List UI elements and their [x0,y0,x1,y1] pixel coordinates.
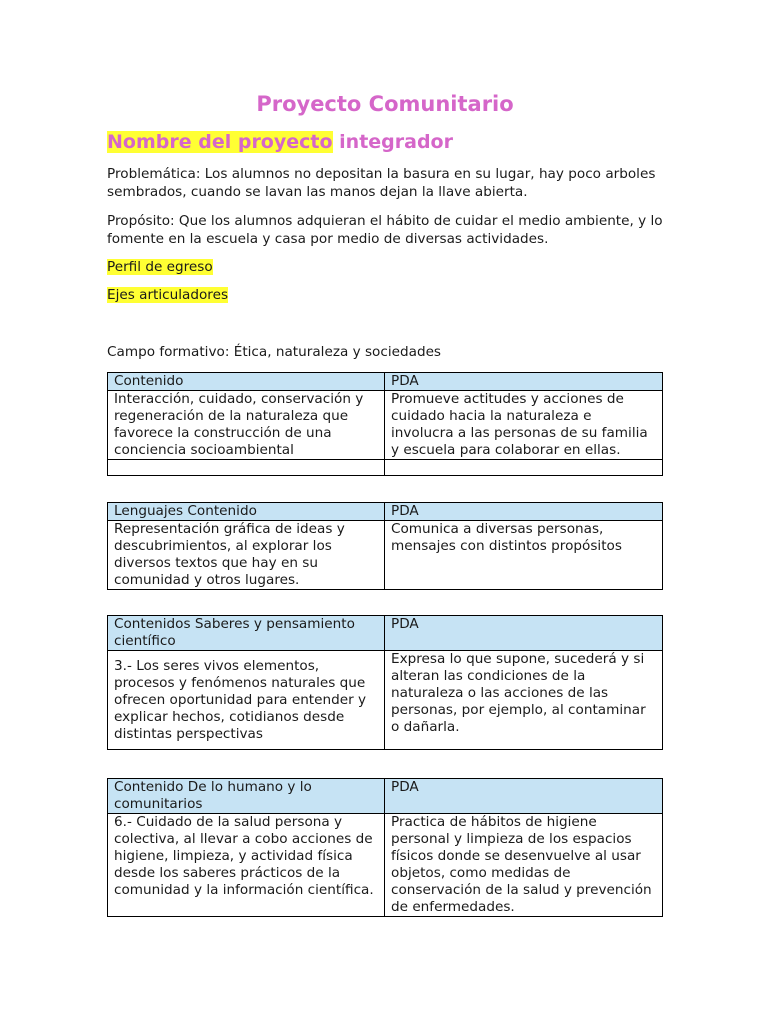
problem-statement: Problemática: Los alumnos no depositan la basura en su lugar, hay poco arboles sembrados, cuando se lavan las manos dejan la llave abierta. [107,166,656,200]
table-header-row [108,616,663,651]
table-cell [108,460,385,476]
content-table-2 [107,502,663,590]
table-header-cell: Contenido De lo humano y lo comunitarios [108,779,385,814]
table-header-cell: PDA [385,373,663,391]
table-cell: 3.- Los seres vivos elementos, procesos y fenómenos naturales que ofrecen oportunidad para entender y explicar hechos, cotidianos desde distintas perspectivas [108,651,385,750]
table-header-row [108,503,663,521]
table-header-row [108,779,663,814]
table-cell: Representación gráfica de ideas y descubrimientos, al explorar los diversos textos que hay en su comunidad y otros lugares. [108,521,385,590]
content-table-3 [107,615,663,750]
axes-label [107,286,663,304]
table-header-cell: Contenido [108,373,385,391]
purpose-statement: Propósito: Que los alumnos adquieran el hábito de cuidar el medio ambiente, y lo fomente en la escuela y casa por medio de diversas actividades. [107,213,663,247]
table-row [108,460,663,476]
content-table-4 [107,778,663,917]
project-name-heading [107,129,453,155]
table-header-row [108,373,663,391]
document-title: Proyecto Comunitario [256,92,514,116]
project-name-rest: integrador [332,131,453,153]
table-cell: Promueve actitudes y acciones de cuidado hacia la naturaleza e involucra a las personas de su familia y escuela para colaborar en ellas. [385,391,663,460]
content-table-1 [107,372,663,476]
table-row [108,814,663,917]
table-header-cell: Contenidos Saberes y pensamiento científico [108,616,385,651]
table-header-cell: PDA [385,616,663,651]
graduate-profile-label [107,258,663,276]
table-row [108,391,663,460]
table-cell: 6.- Cuidado de la salud persona y colectiva, al llevar a cobo acciones de higiene, limpieza, y actividad física desde los saberes prácticos de la comunidad y la información científica. [108,814,385,917]
table-cell [385,460,663,476]
table-header-cell: PDA [385,503,663,521]
project-name-highlight: Nombre del proyecto [107,131,333,153]
table-cell: Comunica a diversas personas, mensajes con distintos propósitos [385,521,663,590]
table-row [108,651,663,750]
graduate-profile-highlight: Perfil de egreso [107,259,213,275]
axes-highlight: Ejes articuladores [107,287,229,303]
table-cell: Expresa lo que supone, sucederá y si alteran las condiciones de la naturaleza o las acciones de las personas, por ejemplo, al contaminar o dañarla. [385,651,663,750]
table-cell: Interacción, cuidado, conservación y regeneración de la naturaleza que favorece la construcción de una conciencia socioambiental [108,391,385,460]
table-header-cell: Lenguajes Contenido [108,503,385,521]
table-header-cell: PDA [385,779,663,814]
table-cell: Practica de hábitos de higiene personal y limpieza de los espacios físicos donde se desenvuelve al usar objetos, como medidas de conservación de la salud y prevención de enfermedades. [385,814,663,917]
formative-field: Campo formativo: Ética, naturaleza y sociedades [107,344,442,360]
table-row [108,521,663,590]
